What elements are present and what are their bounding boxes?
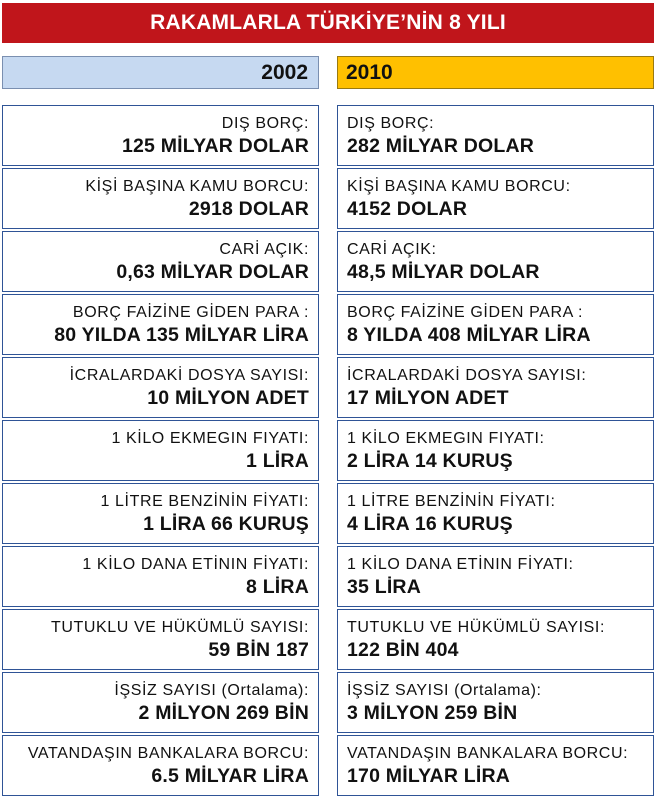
stat-cell-right: [337, 294, 654, 355]
stat-label: 1 LİTRE BENZİNİN FİYATI:: [100, 492, 309, 510]
stat-cell-left: [2, 483, 319, 544]
stat-cell-right: [337, 357, 654, 418]
stat-label: DIŞ BORÇ:: [221, 114, 309, 132]
stat-cell-left: [2, 546, 319, 607]
stat-value: 0,63 MİLYAR DOLAR: [116, 260, 309, 283]
stat-label: BORÇ FAİZİNE GİDEN PARA :: [72, 303, 309, 321]
stat-cell-left: [2, 672, 319, 733]
stat-label: TUTUKLU VE HÜKÜMLÜ SAYISI:: [347, 618, 606, 636]
stat-cell-right: [337, 735, 654, 796]
stat-cell-right: [337, 483, 654, 544]
year-2002-header: 2002: [2, 56, 319, 89]
stat-cell-right: [337, 231, 654, 292]
stat-cell-right: [337, 420, 654, 481]
stat-cell-right: [337, 609, 654, 670]
stat-value: 170 MİLYAR LİRA: [347, 764, 511, 787]
stat-cell-right: [337, 105, 654, 166]
stat-value: 48,5 MİLYAR DOLAR: [347, 260, 540, 283]
stat-value: 2 LİRA 14 KURUŞ: [347, 449, 513, 472]
stat-label: KİŞİ BAŞINA KAMU BORCU:: [347, 177, 571, 195]
stat-label: 1 KİLO DANA ETİNIN FİYATI:: [347, 555, 574, 573]
stat-value: 4 LİRA 16 KURUŞ: [347, 512, 513, 535]
stat-cell-left: [2, 357, 319, 418]
stat-value: 80 YILDA 135 MİLYAR LİRA: [54, 323, 309, 346]
stat-label: BORÇ FAİZİNE GİDEN PARA :: [347, 303, 584, 321]
stat-label: CARİ AÇIK:: [347, 240, 437, 258]
stat-cell-left: [2, 168, 319, 229]
stat-value: 10 MİLYON ADET: [147, 386, 309, 409]
stat-label: İŞSİZ SAYISI (Ortalama):: [347, 681, 542, 699]
stat-value: 2 MİLYON 269 BİN: [138, 701, 309, 724]
stat-label: DIŞ BORÇ:: [347, 114, 435, 132]
stat-cell-right: [337, 168, 654, 229]
stat-label: İŞSİZ SAYISI (Ortalama):: [114, 681, 309, 699]
column-2002: [2, 105, 319, 798]
stat-label: 1 KİLO EKMEGIN FIYATI:: [347, 429, 545, 447]
stat-value: 8 LİRA: [246, 575, 309, 598]
stat-value: 59 BİN 187: [208, 638, 309, 661]
stat-value: 8 YILDA 408 MİLYAR LİRA: [347, 323, 591, 346]
stat-label: İCRALARDAKİ DOSYA SAYISI:: [347, 366, 587, 384]
stat-label: TUTUKLU VE HÜKÜMLÜ SAYISI:: [50, 618, 309, 636]
stat-value: 282 MİLYAR DOLAR: [347, 134, 535, 157]
stat-label: VATANDAŞIN BANKALARA BORCU:: [27, 744, 309, 762]
stat-label: İCRALARDAKİ DOSYA SAYISI:: [69, 366, 309, 384]
stat-cell-right: [337, 546, 654, 607]
stat-value: 1 LİRA 66 KURUŞ: [143, 512, 309, 535]
stat-value: 6.5 MİLYAR LİRA: [151, 764, 309, 787]
column-2010: [337, 105, 654, 798]
stat-value: 125 MİLYAR DOLAR: [121, 134, 309, 157]
stat-cell-left: [2, 420, 319, 481]
stat-label: 1 LİTRE BENZİNİN FİYATI:: [347, 492, 556, 510]
stat-cell-left: [2, 105, 319, 166]
stat-value: 35 LİRA: [347, 575, 422, 598]
stat-value: 4152 DOLAR: [347, 197, 468, 220]
stat-value: 17 MİLYON ADET: [347, 386, 509, 409]
stat-cell-left: [2, 609, 319, 670]
stat-label: 1 KİLO DANA ETİNIN FİYATI:: [82, 555, 309, 573]
page-title: RAKAMLARLA TÜRKİYE’NİN 8 YILI: [2, 3, 654, 43]
stat-value: 122 BİN 404: [347, 638, 459, 661]
stat-label: 1 KİLO EKMEGIN FIYATI:: [111, 429, 309, 447]
stat-value: 2918 DOLAR: [188, 197, 309, 220]
stat-label: KİŞİ BAŞINA KAMU BORCU:: [85, 177, 309, 195]
stat-value: 1 LİRA: [246, 449, 309, 472]
stat-value: 3 MİLYON 259 BİN: [347, 701, 518, 724]
stat-cell-right: [337, 672, 654, 733]
stat-cell-left: [2, 231, 319, 292]
year-2010-header: 2010: [337, 56, 654, 89]
stat-cell-left: [2, 735, 319, 796]
stat-cell-left: [2, 294, 319, 355]
stat-label: VATANDAŞIN BANKALARA BORCU:: [347, 744, 629, 762]
stat-label: CARİ AÇIK:: [219, 240, 309, 258]
